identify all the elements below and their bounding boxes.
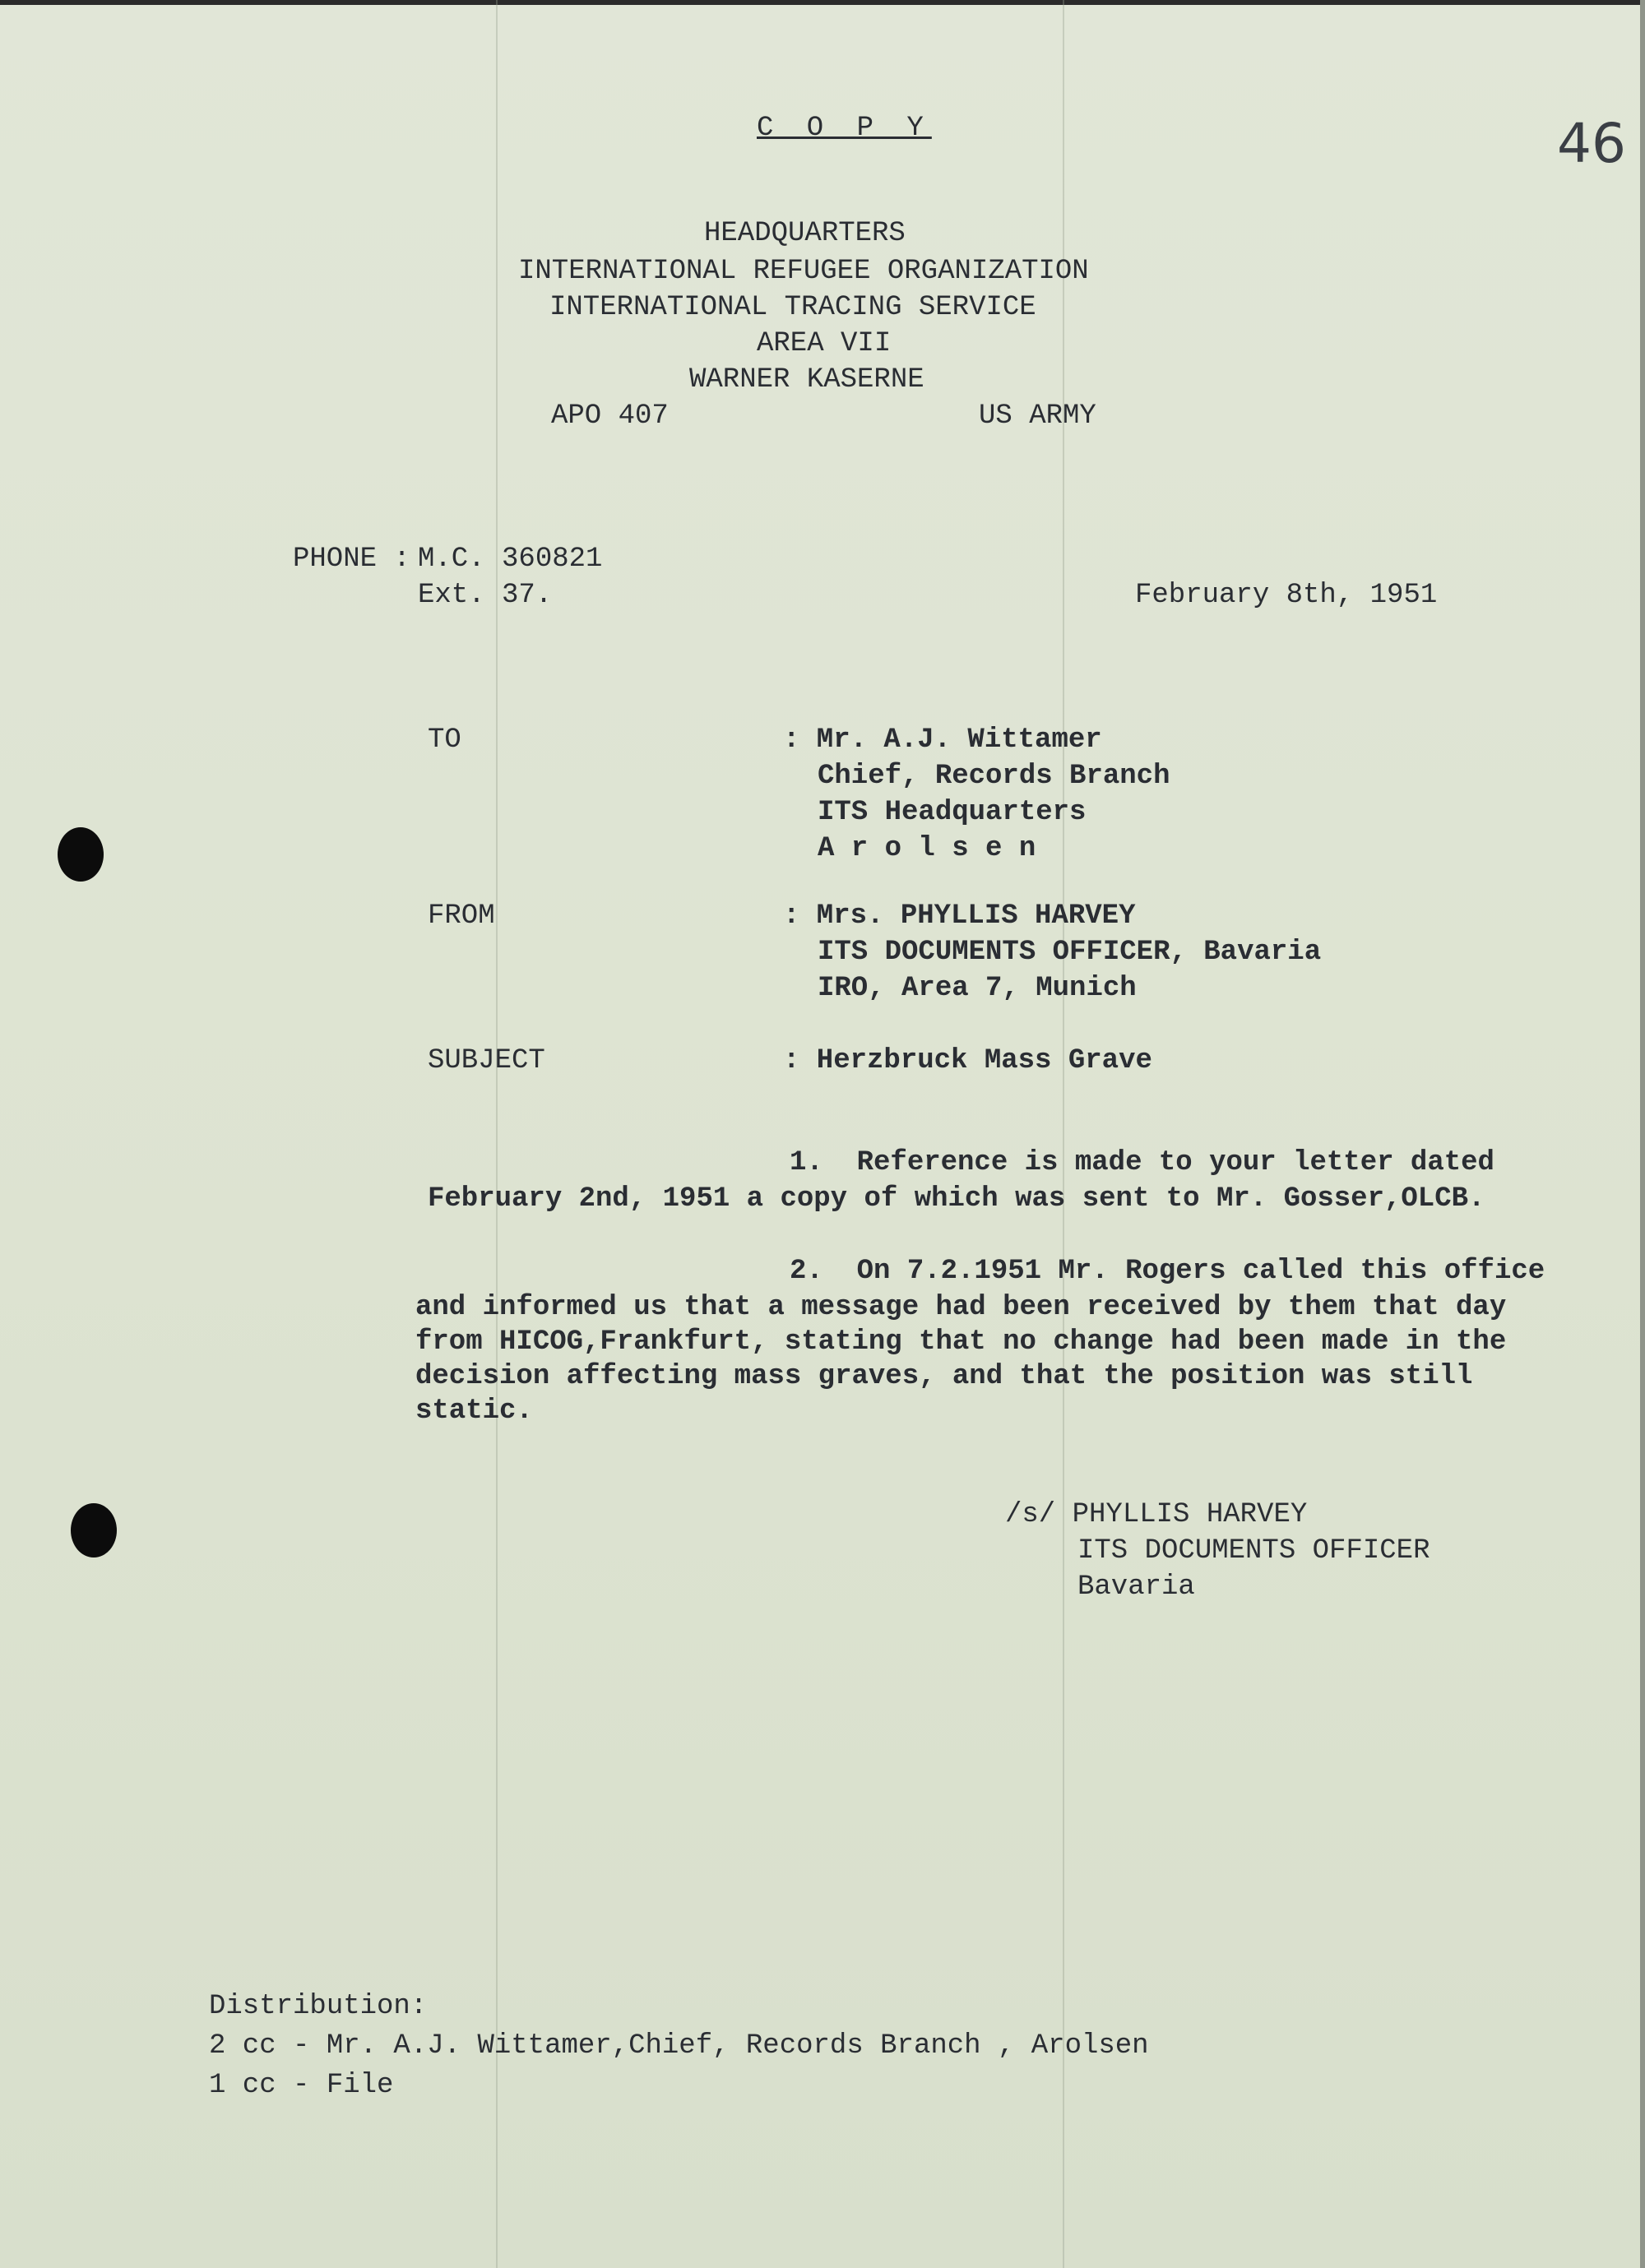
distribution-label: Distribution: <box>209 1991 428 2022</box>
to-line-1: : Mr. A.J. Wittamer <box>783 724 1102 756</box>
from-line-1: : Mrs. PHYLLIS HARVEY <box>783 900 1136 932</box>
distribution-item: 2 cc - Mr. A.J. Wittamer,Chief, Records Branch , Arolsen <box>209 2030 1149 2062</box>
subject-label: SUBJECT <box>428 1045 545 1076</box>
paragraph-2-line: and informed us that a message had been received by them that day <box>415 1292 1507 1323</box>
header-apo: APO 407 <box>551 400 669 432</box>
paragraph-2-line: static. <box>415 1396 533 1427</box>
subject-value: : Herzbruck Mass Grave <box>783 1045 1152 1076</box>
to-line-3: ITS Headquarters <box>818 797 1087 828</box>
header-line-2: INTERNATIONAL REFUGEE ORGANIZATION <box>518 256 1089 287</box>
from-label: FROM <box>428 900 495 932</box>
paragraph-2-first-line: 2. On 7.2.1951 Mr. Rogers called this office <box>790 1256 1545 1287</box>
signature-line-3: Bavaria <box>1077 1571 1195 1603</box>
page-number: 46 <box>1557 112 1626 175</box>
page-top-edge <box>0 0 1645 5</box>
header-line-5: WARNER KASERNE <box>689 364 924 396</box>
header-army: US ARMY <box>979 400 1096 432</box>
to-line-4: A r o l s e n <box>818 833 1036 864</box>
punch-hole <box>71 1503 117 1558</box>
paragraph-1-continuation: February 2nd, 1951 a copy of which was sent to Mr. Gosser,OLCB. <box>428 1183 1485 1215</box>
signature-line-1: /s/ PHYLLIS HARVEY <box>1005 1499 1308 1530</box>
fold-line <box>496 0 498 2268</box>
to-label: TO <box>428 724 461 756</box>
from-line-3: IRO, Area 7, Munich <box>818 973 1137 1004</box>
paragraph-2-line: decision affecting mass graves, and that the position was still <box>415 1361 1473 1392</box>
from-line-2: ITS DOCUMENTS OFFICER, Bavaria <box>818 937 1322 968</box>
punch-hole <box>58 827 104 882</box>
phone-extension: Ext. 37. <box>418 580 553 611</box>
signature-line-2: ITS DOCUMENTS OFFICER <box>1077 1535 1430 1567</box>
phone-number: M.C. 360821 <box>418 544 603 575</box>
paragraph-1-first-line: 1. Reference is made to your letter dated <box>790 1147 1494 1178</box>
header-line-1: HEADQUARTERS <box>704 218 906 249</box>
to-line-2: Chief, Records Branch <box>818 761 1170 792</box>
distribution-item: 1 cc - File <box>209 2070 394 2101</box>
copy-heading: C O P Y <box>757 113 932 144</box>
letter-date: February 8th, 1951 <box>1135 580 1438 611</box>
phone-label: PHONE : <box>293 544 410 575</box>
header-line-3: INTERNATIONAL TRACING SERVICE <box>549 292 1036 323</box>
header-line-4: AREA VII <box>757 328 892 359</box>
fold-line <box>1063 0 1064 2268</box>
paragraph-2-line: from HICOG,Frankfurt, stating that no change had been made in the <box>415 1326 1507 1358</box>
page-right-edge <box>1640 0 1645 2268</box>
